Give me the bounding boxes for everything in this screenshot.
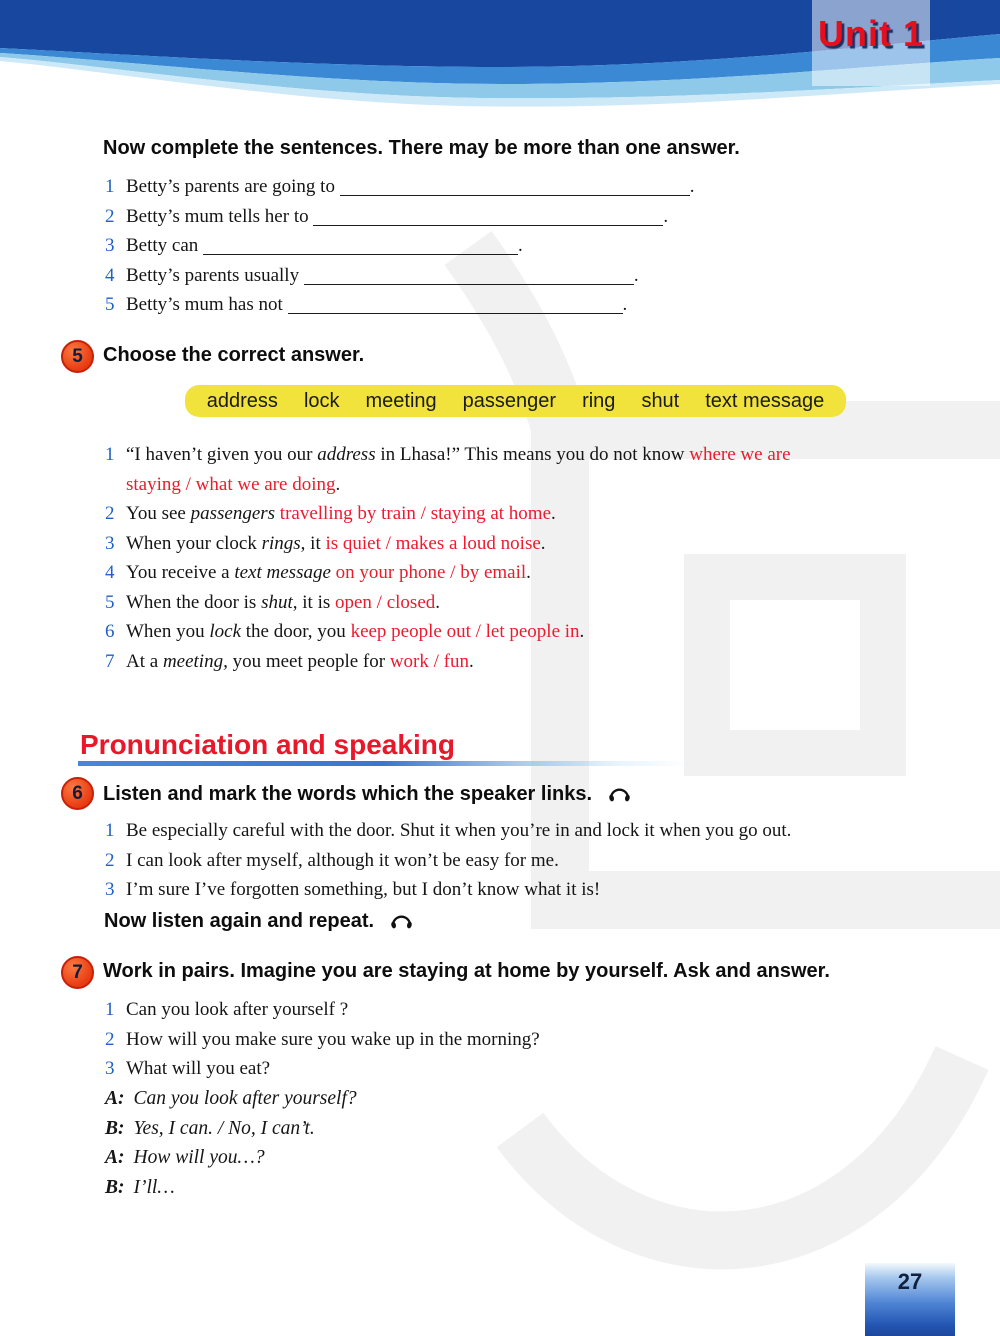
ex4-heading: Now complete the sentences. There may be more than one answer. — [103, 137, 740, 159]
headphones-icon — [607, 781, 632, 809]
dialogue-line — [105, 1173, 805, 1203]
ex6-heading-row — [103, 781, 632, 809]
wordbox-word: shut — [641, 389, 680, 412]
item-text-segment: you meet people for — [227, 650, 390, 672]
item-text-segment: . — [540, 532, 546, 554]
ex6-footer: Now listen again and repeat. — [104, 910, 375, 932]
item-number: 1 — [105, 820, 115, 841]
ex7-dialogue — [105, 1084, 805, 1202]
dialogue-line — [105, 1143, 805, 1173]
wordbox-word: meeting — [365, 389, 437, 412]
item-text-segment: staying / what we are doing — [126, 473, 336, 495]
ex6-item-list — [105, 816, 975, 905]
list-item — [105, 172, 965, 202]
list-item — [105, 846, 975, 876]
dialogue-text: I’ll… — [133, 1176, 175, 1198]
ex7-heading: Work in pairs. Imagine you are staying at home by yourself. Ask and answer. — [103, 960, 830, 982]
item-number: 2 — [105, 205, 115, 227]
page-number-tab — [865, 1263, 955, 1336]
ex5-heading: Choose the correct answer. — [103, 344, 365, 366]
dialogue-speaker: B: — [105, 1176, 125, 1198]
item-text-segment: on your phone / by email — [335, 562, 527, 583]
list-item — [105, 995, 975, 1025]
item-text: I can look after myself, although it won’t be easy for me. — [126, 849, 559, 871]
item-number: 4 — [105, 264, 115, 286]
item-text-segment: . — [579, 621, 585, 642]
item-text-segment: When you — [126, 621, 210, 642]
ex6-heading: Listen and mark the words which the speaker links. — [103, 783, 593, 805]
wordbox-word: ring — [582, 389, 616, 412]
item-text-segment: passengers — [190, 503, 276, 524]
item-number: 4 — [105, 562, 115, 583]
item-text-segment: meeting, — [162, 650, 228, 672]
item-number: 2 — [105, 1028, 115, 1050]
dialogue-line — [105, 1084, 805, 1114]
dialogue-speaker: A: — [105, 1147, 125, 1168]
item-text: Betty’s mum tells her to — [126, 205, 314, 227]
item-period: . — [518, 235, 523, 256]
wordbox-word: lock — [303, 389, 340, 412]
dialogue-text: Can you look after yourself? — [133, 1088, 357, 1109]
dialogue-line — [105, 1114, 805, 1144]
dialogue-text: Yes, I can. / No, I can’t. — [133, 1117, 315, 1139]
list-item — [105, 875, 975, 905]
item-number: 7 — [105, 650, 115, 672]
wordbox-word: passenger — [462, 389, 557, 412]
list-item — [105, 647, 955, 677]
item-number: 2 — [105, 849, 115, 871]
item-text-segment: . — [435, 591, 441, 613]
item-text-segment: rings — [261, 532, 301, 554]
item-period: . — [663, 205, 669, 227]
unit-title: Unit 1 — [818, 13, 925, 54]
item-text: How will you make sure you wake up in the morning? — [126, 1028, 540, 1050]
item-text-segment: . — [551, 503, 556, 524]
item-text: Betty’s mum has not — [126, 294, 288, 315]
item-number: 1 — [105, 176, 115, 197]
item-period: . — [689, 176, 695, 197]
ex7-number-badge: 7 — [61, 956, 94, 989]
list-item — [105, 440, 955, 499]
item-text-segment: When your clock — [126, 532, 262, 554]
answer-blank — [313, 213, 663, 226]
item-text-segment: When the door is — [126, 591, 262, 613]
item-text-segment: open / closed — [335, 591, 436, 613]
list-item — [105, 202, 965, 232]
list-item — [105, 231, 965, 261]
item-text: I’m sure I’ve forgotten something, but I don’t know what it is! — [126, 879, 601, 900]
item-number: 5 — [105, 294, 115, 315]
answer-blank — [203, 242, 518, 255]
item-number: 3 — [105, 879, 115, 900]
item-text-segment: . — [335, 473, 341, 495]
wordbox-word: address — [206, 389, 278, 412]
item-number: 1 — [105, 999, 115, 1020]
answer-blank — [288, 301, 623, 314]
answer-blank — [304, 272, 634, 285]
section-title: Pronunciation and speaking — [80, 729, 455, 760]
item-number: 5 — [105, 591, 115, 613]
item-number: 3 — [105, 1058, 115, 1079]
ex6-footer-row — [104, 908, 414, 936]
item-text-segment: At a — [126, 650, 163, 672]
item-number: 3 — [105, 532, 115, 554]
list-item — [105, 617, 955, 647]
item-text: What will you eat? — [126, 1058, 271, 1079]
list-item — [105, 529, 955, 559]
item-text-segment: . — [526, 562, 531, 583]
list-item — [105, 290, 965, 320]
headphones-icon — [389, 908, 414, 936]
item-number: 1 — [105, 444, 115, 465]
answer-blank — [340, 183, 690, 196]
item-text-segment: address — [317, 444, 376, 465]
item-text-segment: . — [468, 650, 474, 672]
list-item — [105, 588, 955, 618]
item-text-segment: is quiet / makes a loud noise — [325, 532, 541, 554]
dialogue-speaker: B: — [105, 1117, 125, 1139]
item-text-segment: work / fun — [389, 650, 469, 672]
item-text: Can you look after yourself ? — [126, 999, 349, 1020]
item-number: 2 — [105, 503, 115, 524]
item-text-segment: in Lhasa!” This means you do not know — [375, 444, 690, 465]
item-text-segment: lock — [209, 621, 242, 642]
item-period: . — [633, 264, 639, 286]
item-text-segment: where we are — [689, 444, 791, 465]
list-item — [105, 816, 975, 846]
list-item — [105, 499, 955, 529]
item-text-segment: keep people out / let people in — [350, 621, 580, 642]
list-item — [105, 1025, 975, 1055]
item-period: . — [622, 294, 628, 315]
ex5-item-list — [105, 440, 955, 676]
ex4-item-list — [105, 172, 965, 320]
item-text-segment: “I haven’t given you our — [126, 444, 318, 465]
item-text-segment: the door, you — [241, 621, 351, 642]
item-number: 3 — [105, 235, 115, 256]
item-text-segment: You see — [126, 503, 191, 524]
ex7-item-list — [105, 995, 975, 1084]
wordbox-word: text message — [705, 389, 825, 412]
item-text-segment: travelling by train / staying at home — [279, 503, 552, 524]
list-item — [105, 1054, 975, 1084]
section-underline — [78, 761, 688, 766]
list-item — [105, 558, 955, 588]
dialogue-speaker: A: — [105, 1088, 125, 1109]
ex6-number-badge: 6 — [61, 777, 94, 810]
item-text: Be especially careful with the door. Shut it when you’re in and lock it when you go out. — [126, 820, 792, 841]
page-number: 27 — [897, 1269, 923, 1294]
vocabulary-highlight-box — [185, 385, 846, 417]
item-text-segment: shut — [261, 591, 293, 613]
dialogue-text: How will you…? — [133, 1147, 265, 1168]
item-text-segment: You receive a — [126, 562, 235, 583]
item-number: 6 — [105, 621, 115, 642]
item-text-segment: , it is — [292, 591, 335, 613]
ex5-number-badge: 5 — [61, 340, 94, 373]
item-text-segment: text message — [234, 562, 331, 583]
item-text-segment: , it — [300, 532, 326, 554]
item-text: Betty’s parents usually — [126, 264, 304, 286]
list-item — [105, 261, 965, 291]
item-text: Betty’s parents are going to — [126, 176, 340, 197]
item-text: Betty can — [126, 235, 204, 256]
